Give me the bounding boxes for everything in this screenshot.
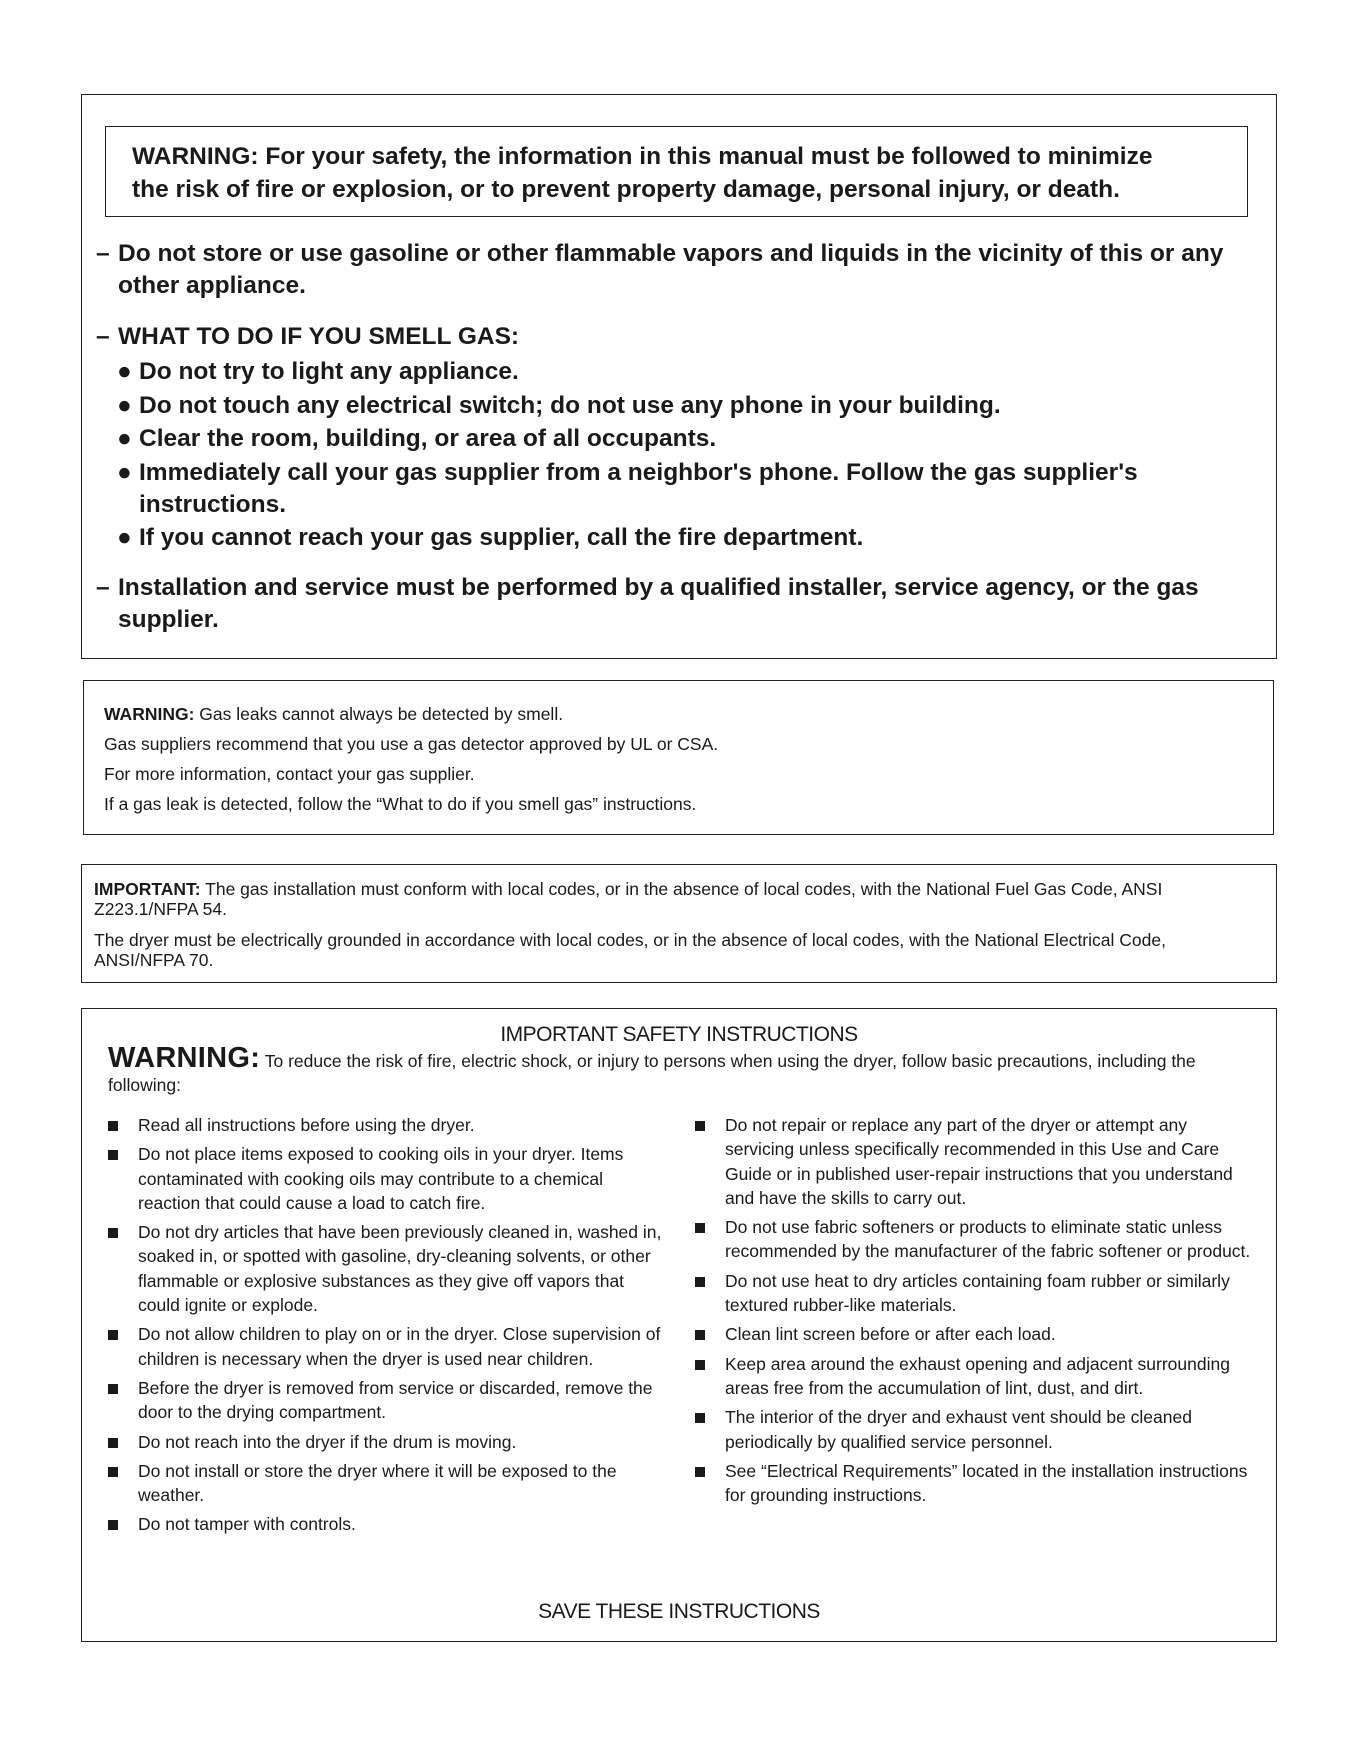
square-bullet-icon	[108, 1520, 118, 1530]
square-bullet-icon	[695, 1360, 705, 1370]
safety-title: IMPORTANT SAFETY INSTRUCTIONS	[500, 1023, 858, 1046]
list-item	[695, 1405, 1255, 1454]
safety-warning-text: To reduce the risk of fire, electric shock, or injury to persons when using the dryer, follow basic precautions, including the following:	[108, 1051, 1196, 1095]
gas-step	[117, 522, 1257, 554]
square-bullet-icon	[695, 1413, 705, 1423]
gas-leak-line: Gas suppliers recommend that you use a gas detector approved by UL or CSA.	[104, 734, 719, 754]
square-bullet-icon	[108, 1150, 118, 1160]
gas-step-text: If you cannot reach your gas supplier, call the fire department.	[139, 524, 864, 551]
gas-step	[117, 390, 1257, 422]
dash-item-text: WHAT TO DO IF YOU SMELL GAS:	[118, 323, 520, 350]
important-text: The gas installation must conform with local codes, or in the absence of local codes, with the National Fuel Gas Code, ANSI Z223.1/NFPA 54.	[94, 879, 1163, 919]
dash-item-flammable	[96, 238, 1266, 302]
list-item-text: Do not reach into the dryer if the drum is moving.	[138, 1431, 517, 1452]
square-bullet-icon	[108, 1467, 118, 1477]
dash-marker: –	[96, 574, 110, 601]
list-item	[108, 1142, 668, 1215]
list-item-text: Do not tamper with controls.	[138, 1514, 356, 1535]
right-instructions-column	[695, 1113, 1255, 1512]
gas-step-text: Immediately call your gas supplier from a neighbor's phone. Follow the gas supplier's instructions.	[139, 459, 1138, 518]
dash-item-smell-gas	[96, 321, 1266, 353]
list-item	[108, 1220, 668, 1317]
list-item-text: Do not place items exposed to cooking oils in your dryer. Items contaminated with cooking oils may contribute to a chemical reaction that could cause a load to catch fire.	[138, 1144, 624, 1213]
list-item	[695, 1459, 1255, 1508]
warning-label: WARNING:	[104, 704, 195, 724]
list-item	[108, 1430, 668, 1454]
list-item-text: See “Electrical Requirements” located in the installation instructions for grounding instructions.	[725, 1460, 1248, 1506]
list-item-text: Keep area around the exhaust opening and adjacent surrounding areas free from the accumulation of lint, dust, and dirt.	[725, 1353, 1230, 1398]
square-bullet-icon	[695, 1223, 705, 1233]
square-bullet-icon	[108, 1384, 118, 1394]
important-label: IMPORTANT:	[94, 879, 201, 899]
square-bullet-icon	[108, 1228, 118, 1238]
warning-big-label: WARNING:	[108, 1042, 261, 1074]
dash-item-installation	[96, 572, 1266, 636]
list-item-text: Do not repair or replace any part of the dryer or attempt any servicing unless specifically recommended in this Use and Care Guide or in published user-repair instructions that you understand and have the skills to carry out.	[725, 1115, 1233, 1208]
gas-step-text: Clear the room, building, or area of all occupants.	[139, 425, 717, 452]
list-item-text: Clean lint screen before or after each load.	[725, 1324, 1056, 1345]
list-item-text: Do not use fabric softeners or products to eliminate static unless recommended by the manufacturer of the fabric softener or product.	[725, 1217, 1251, 1262]
list-item-text: The interior of the dryer and exhaust vent should be cleaned periodically by qualified service personnel.	[725, 1407, 1192, 1452]
bullet-dot-icon: ●	[117, 425, 132, 452]
bullet-dot-icon: ●	[117, 358, 132, 385]
gas-leak-warning-box	[83, 680, 1274, 835]
dash-marker: –	[96, 240, 110, 267]
square-bullet-icon	[108, 1438, 118, 1448]
important-codes-box	[81, 864, 1277, 983]
list-item-text: Do not install or store the dryer where it will be exposed to the weather.	[138, 1460, 617, 1506]
square-bullet-icon	[108, 1121, 118, 1131]
gas-step	[117, 457, 1257, 521]
list-item	[108, 1376, 668, 1425]
list-item	[695, 1352, 1255, 1401]
warning-header-box	[105, 126, 1248, 217]
list-item-text: Do not allow children to play on or in the dryer. Close supervision of children is necessary when the dryer is used near children.	[138, 1324, 661, 1369]
dash-marker: –	[96, 323, 110, 350]
list-item	[108, 1459, 668, 1508]
important-paragraph	[94, 879, 1244, 919]
safety-instructions-box	[81, 1008, 1277, 1642]
list-item-text: Do not dry articles that have been previously cleaned in, washed in, soaked in, or spotted with gasoline, dry-cleaning solvents, or other flammable or explosive substances as they give off vapors that could ignite or explode.	[138, 1222, 662, 1316]
dash-item-text: Do not store or use gasoline or other flammable vapors and liquids in the vicinity of this or any other appliance.	[118, 240, 1224, 299]
square-bullet-icon	[695, 1277, 705, 1287]
list-item-text: Read all instructions before using the dryer.	[138, 1115, 475, 1135]
grounding-paragraph: The dryer must be electrically grounded in accordance with local codes, or in the absence of local codes, with the National Electrical Code, ANSI/NFPA 70.	[94, 930, 1166, 970]
safety-warning-intro	[108, 1042, 1258, 1097]
list-item	[108, 1322, 668, 1371]
list-item	[695, 1113, 1255, 1210]
gas-leak-line: If a gas leak is detected, follow the “What to do if you smell gas” instructions.	[104, 794, 697, 814]
gas-step-text: Do not touch any electrical switch; do not use any phone in your building.	[139, 392, 1001, 419]
left-instructions-column	[108, 1113, 668, 1542]
warning-header-text: WARNING: For your safety, the information in this manual must be followed to minimize the risk of fire or explosion, or to prevent property damage, personal injury, or death.	[132, 143, 1153, 203]
gas-leak-line	[104, 703, 563, 725]
square-bullet-icon	[695, 1121, 705, 1131]
gas-leak-text: Gas leaks cannot always be detected by smell.	[194, 704, 564, 724]
gas-leak-line: For more information, contact your gas supplier.	[104, 764, 475, 784]
bullet-dot-icon: ●	[117, 524, 132, 551]
square-bullet-icon	[695, 1330, 705, 1340]
gas-step-text: Do not try to light any appliance.	[139, 358, 519, 385]
list-item	[108, 1113, 668, 1137]
square-bullet-icon	[695, 1467, 705, 1477]
list-item	[695, 1215, 1255, 1264]
square-bullet-icon	[108, 1330, 118, 1340]
gas-step	[117, 423, 1257, 455]
list-item	[695, 1322, 1255, 1346]
list-item	[108, 1512, 668, 1536]
dash-item-text: Installation and service must be performed by a qualified installer, service agency, or the gas supplier.	[118, 574, 1199, 633]
gas-safety-warning-box	[81, 94, 1277, 659]
save-instructions-footer: SAVE THESE INSTRUCTIONS	[538, 1600, 820, 1623]
bullet-dot-icon: ●	[117, 392, 132, 419]
list-item	[695, 1269, 1255, 1318]
bullet-dot-icon: ●	[117, 459, 132, 486]
list-item-text: Do not use heat to dry articles containing foam rubber or similarly textured rubber-like materials.	[725, 1270, 1230, 1316]
gas-step	[117, 356, 1257, 388]
list-item-text: Before the dryer is removed from service or discarded, remove the door to the drying compartment.	[138, 1377, 653, 1423]
